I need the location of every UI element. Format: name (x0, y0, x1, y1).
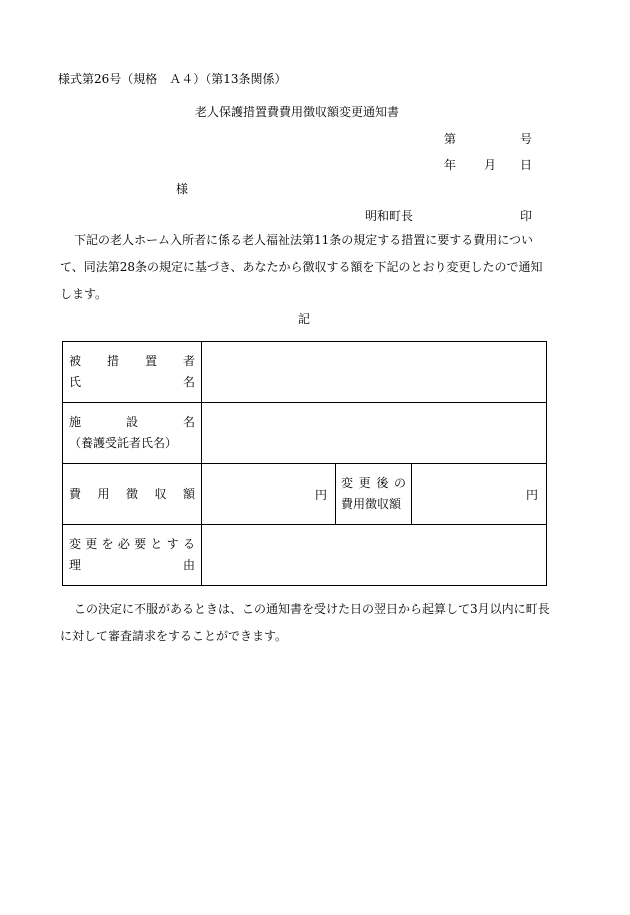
subject-name-value[interactable] (202, 342, 547, 403)
change-reason-label (63, 525, 202, 586)
ki-heading: 記 (298, 312, 311, 326)
table-row (63, 403, 547, 464)
facility-name-value[interactable] (202, 403, 547, 464)
changed-fee-unit: 円 (526, 487, 539, 502)
subject-name-label (63, 342, 202, 403)
label-line: 氏 名 (69, 375, 195, 389)
facility-name-label (63, 403, 202, 464)
table-row (63, 525, 547, 586)
body-text: 下記の老人ホーム入所者に係る老人福祉法第11条の規定する措置に要する費用について、同法第28条の規定に基づき、あなたから徴収する額を下記のとおり変更したので通知します。 (60, 233, 543, 301)
fee-amount-value[interactable] (202, 464, 336, 525)
label-line: 施 設 名 (69, 415, 195, 429)
date-day: 日 (520, 158, 533, 172)
doc-number-suffix: 号 (520, 132, 533, 146)
fee-amount-unit: 円 (314, 487, 327, 502)
label-line: 変 更 後 の (341, 476, 406, 490)
addressee-suffix: 様 (176, 182, 189, 196)
form-number: 様式第26号（規格 Ａ４）（第13条関係） (58, 72, 287, 86)
issuer-name: 明和町長 (365, 209, 414, 223)
label-line: 費 用 徴 収 額 (69, 486, 195, 501)
issuer-seal: 印 (520, 209, 533, 223)
appeal-paragraph (60, 596, 550, 650)
label-line: 費用徴収額 (341, 497, 402, 511)
change-reason-value[interactable] (202, 525, 547, 586)
fee-change-table (62, 341, 547, 586)
label-line: 変 更 を 必 要 と す る (69, 537, 195, 551)
fee-amount-label (63, 464, 202, 525)
document-title: 老人保護措置費費用徴収額変更通知書 (195, 105, 400, 119)
date-year: 年 (444, 158, 457, 172)
changed-fee-label (336, 464, 412, 525)
body-paragraph (60, 227, 550, 308)
label-line: 理 由 (69, 558, 195, 572)
date-month: 月 (484, 158, 497, 172)
table-row (63, 464, 547, 525)
doc-number-prefix: 第 (444, 132, 457, 146)
changed-fee-value[interactable] (412, 464, 547, 525)
footer-text: この決定に不服があるときは、この通知書を受けた日の翌日から起算して3月以内に町長に対して審査請求をすることができます。 (60, 602, 550, 643)
label-line: （養護受託者氏名） (69, 436, 178, 450)
table-row (63, 342, 547, 403)
label-line: 被 措 置 者 (69, 354, 195, 368)
